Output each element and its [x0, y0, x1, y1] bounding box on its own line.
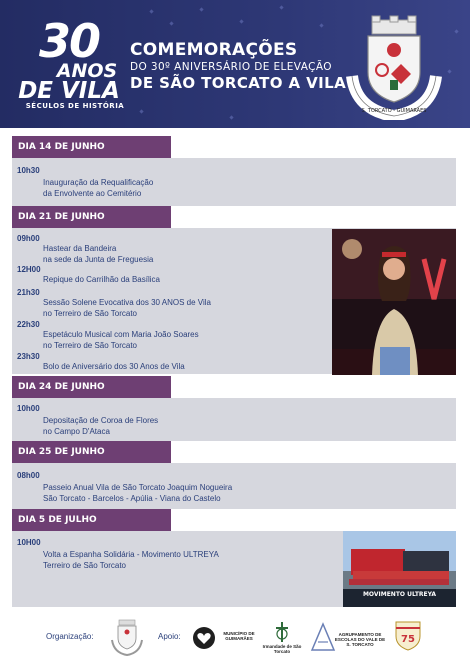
municipio-text: MUNICÍPIO DE GUIMARÃES [223, 631, 255, 641]
event-time: 10H00 [17, 538, 41, 547]
logo-de-vila: DE VILA [18, 78, 120, 104]
event-desc: Passeio Anual Vila de São Torcato Joaquim Nogueira [43, 483, 233, 492]
event-desc: Espetáculo Musical com Maria João Soares [43, 330, 199, 339]
event-item [17, 538, 219, 570]
crest-text: S. TORCATO - GUIMARÃES [361, 108, 427, 114]
divider [171, 441, 456, 463]
agrupamento-logo-icon [310, 622, 336, 652]
event-desc: Volta a Espanha Solidária - Movimento ULTREYA [43, 550, 219, 559]
title-line-3: DE SÃO TORCATO A VILA [130, 74, 347, 92]
event-desc: Terreiro de São Torcato [43, 560, 127, 570]
event-desc: na sede da Junta de Freguesia [43, 254, 154, 264]
irmandade-text: Irmandade de São Torcato [262, 644, 302, 654]
event-time: 23h30 [17, 352, 40, 361]
day-header: DIA 5 DE JULHO [12, 509, 171, 531]
day-header: DIA 21 DE JUNHO [12, 206, 171, 228]
event-desc: no Terreiro de São Torcato [43, 308, 137, 318]
event-desc: Repique do Carrilhão da Basílica [43, 275, 160, 284]
event-desc: Bolo de Aniversário dos 30 Anos de Vila [43, 362, 185, 371]
title-line-2: DO 30º ANIVERSÁRIO DE ELEVAÇÃO [130, 61, 332, 73]
logo-subtitle: SÉCULOS DE HISTÓRIA [25, 102, 125, 110]
event-item [17, 234, 154, 264]
event-desc: Sessão Solene Evocativa dos 30 ANOS de Vila [43, 298, 211, 307]
ultreya-caption: MOVIMENTO ULTREYA [362, 591, 437, 598]
event-desc: no Campo D'Ataca [43, 426, 110, 436]
event-desc: Inauguração da Requalificação [43, 178, 154, 187]
event-time: 22h30 [17, 320, 40, 329]
event-time: 12H00 [17, 265, 41, 274]
header-banner [0, 0, 470, 128]
event-item [17, 166, 154, 198]
support-label: Apoio: [158, 632, 181, 641]
ultreya-group-photo [343, 531, 456, 607]
divider [171, 206, 456, 228]
event-item [17, 352, 185, 371]
divider [171, 136, 456, 158]
divider [171, 376, 456, 398]
event-item [17, 265, 160, 284]
logo-anos: ANOS [56, 60, 118, 82]
event-item [17, 471, 233, 503]
event-desc: no Terreiro de São Torcato [43, 340, 137, 350]
anniversary-75-badge-icon [392, 618, 424, 652]
irmandade-emblem-icon [270, 620, 294, 644]
municipio-heart-icon [192, 626, 216, 650]
event-time: 10h30 [17, 166, 40, 175]
day-header: DIA 25 DE JUNHO [12, 441, 171, 463]
organization-label: Organização: [46, 632, 94, 641]
logo-number: 30 [38, 14, 99, 68]
event-desc: São Torcato - Barcelos - Apúlia - Viana do Castelo [43, 493, 221, 503]
divider [171, 509, 456, 531]
event-item [17, 404, 159, 436]
badge-number: 75 [401, 634, 415, 645]
event-time: 10h00 [17, 404, 40, 413]
coat-of-arms-icon [346, 14, 442, 120]
event-item [17, 320, 199, 350]
event-desc: Depositação de Coroa de Flores [43, 416, 159, 425]
anniversary-logo [14, 14, 125, 110]
agrupamento-text: AGRUPAMENTO DE ESCOLAS DO VALE DE S. TORCATO [334, 632, 386, 647]
event-time: 08h00 [17, 471, 40, 480]
event-time: 09h00 [17, 234, 40, 243]
event-time: 21h30 [17, 288, 40, 297]
title-line-1: COMEMORAÇÕES [130, 40, 298, 60]
singer-photo [332, 229, 456, 375]
day-header: DIA 24 DE JUNHO [12, 376, 171, 398]
event-item [17, 288, 211, 318]
event-desc: Hastear da Bandeira [43, 244, 117, 253]
event-desc: da Envolvente ao Cemitério [43, 188, 142, 198]
day-header: DIA 14 DE JUNHO [12, 136, 171, 158]
footer-sponsors [0, 614, 470, 665]
junta-crest-icon [110, 618, 144, 656]
page-title [130, 40, 346, 92]
